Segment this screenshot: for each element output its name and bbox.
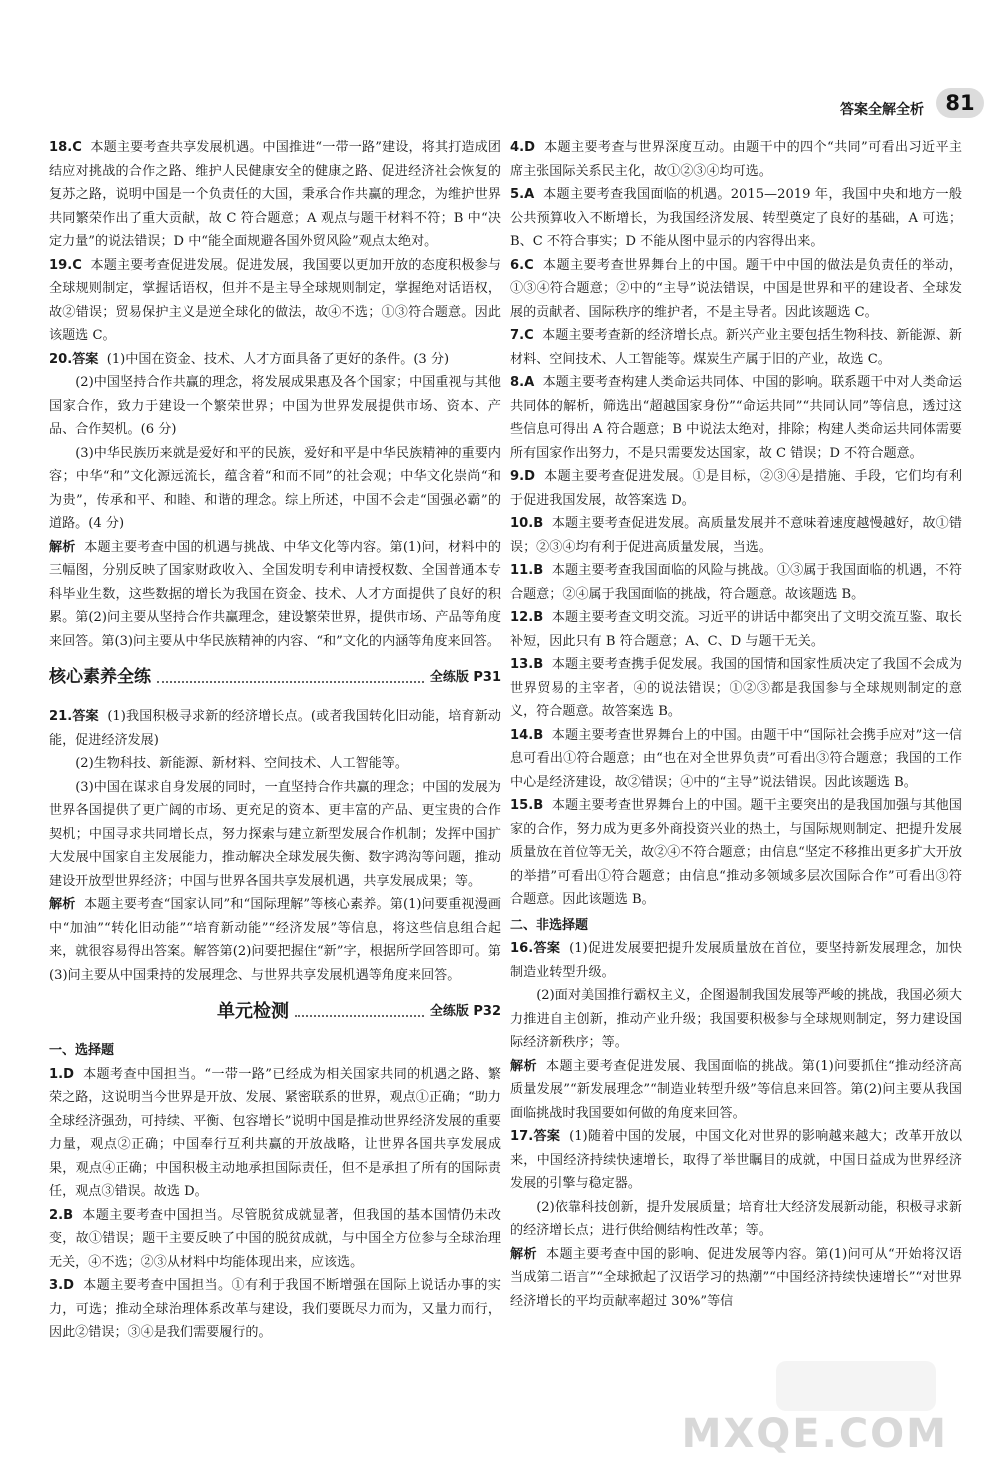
analysis-17	[510, 1243, 962, 1314]
answer-text: 本题主要考查文明交流。习近平的讲话中都突出了文明交流互鉴、取长补短，因此只有 B 符合题意；A、C、D 与题干无关。	[510, 610, 963, 649]
analysis-text: 本题主要考查“国家认同”和“国际理解”等核心素养。第(1)问要重视漫画中“加油”“转化旧动能”“培育新动能”“经济发展”等信息，将这些信息组合起来，就很容易得出答案。解答第(2)问要把握住“新”字，根据所学回答即可。第(3)问主要从中国秉持的发展理念、与世界共享发展机遇等角度来回答。	[49, 897, 502, 983]
section-title: 单元检测	[217, 1001, 289, 1023]
answer-7	[510, 324, 962, 371]
part-heading-choice: 一、选择题	[49, 1043, 115, 1058]
answer-text: 本题主要考查构建人类命运共同体、中国的影响。联系题干中对人类命运共同体的解析，筛选出“超越国家身份”“命运共同”“共同认同”等信息，透过这些信息可得出 A 符合题意；B 中说法太绝对，排除；构建人类命运共同体需要所有国家作出努力，不是只需要发达国家，故 C 错误；D 不符合题意。	[510, 375, 963, 461]
section-version: 全练版 P31	[429, 670, 501, 686]
answer-part: (2)依靠科技创新，提升发展质量；培育壮大经济发展新动能，积极寻求新的经济增长点；进行供给侧结构性改革；等。	[510, 1199, 962, 1238]
analysis-label: 解析	[510, 1246, 537, 1262]
answer-part: (1)促进发展要把提升发展质量放在首位，要坚持新发展理念，加快制造业转型升级。	[510, 941, 963, 980]
answer-number: 6.C	[510, 257, 534, 273]
answer-4	[510, 136, 962, 183]
section-heading-unit-test	[49, 995, 501, 1029]
analysis-16	[510, 1055, 962, 1126]
answer-number: 11.B	[510, 563, 544, 578]
answer-text: 本题主要考查促进发展。促进发展，我国要以更加开放的态度积极参与全球规则制定，掌握话语权，但并不是主导全球规则制定，掌握绝对话语权，故②错误；贸易保护主义是逆全球化的做法，故④不选；①③符合题意。因此该题选 C。	[49, 257, 502, 343]
part-heading-nonchoice: 二、非选择题	[510, 917, 589, 933]
answer-text: 本题主要考查共享发展机遇。中国推进“一带一路”建设，将其打造成团结应对挑战的合作之路、维护人民健康安全的健康之路、促进经济社会恢复的复苏之路，说明中国是一个负责任的大国，秉承合作共赢的理念，为维护世界共同繁荣作出了重大贡献，故 C 符合题意；A 观点与题干材料不符；B 中“决定力量”的说法错误；D 中“能全面规避各国外贸风险”观点太绝对。	[49, 140, 501, 249]
answer-17	[510, 1125, 962, 1196]
analysis-20	[49, 536, 501, 654]
answer-3	[49, 1274, 501, 1345]
answer-text: 本题主要考查我国面临的风险与挑战。①③属于我国面临的机遇，不符合题意；②④属于我国面临的挑战，符合题意。故该题选 B。	[510, 563, 963, 602]
answer-text: 本题主要考查中国担当。①有利于我国不断增强在国际上说话办事的实力，可选；推动全球治理体系改革与建设，我们要既尽力而为，又量力而行，因此②错误；③④是我们需要履行的。	[49, 1278, 501, 1340]
left-column	[49, 136, 501, 1345]
answer-19	[49, 254, 501, 348]
answer-number: 10.B	[510, 516, 544, 531]
dotted-leader	[157, 673, 424, 683]
answer-21	[49, 705, 501, 752]
answer-number: 17.答案	[510, 1129, 561, 1144]
analysis-label: 解析	[510, 1058, 537, 1074]
answer-9	[510, 465, 962, 512]
analysis-label: 解析	[49, 539, 76, 555]
answer-2	[49, 1204, 501, 1275]
watermark-text: MXQE.COM	[681, 1411, 948, 1457]
answer-text: 本题主要考查新的经济增长点。新兴产业主要包括生物科技、新能源、新材料、空间技术、人工智能等。煤炭生产属于旧的产业，故选 C。	[510, 328, 963, 367]
answer-20	[49, 348, 501, 372]
header-title: 答案全解全析	[840, 102, 924, 118]
answer-text: 本题主要考查我国面临的机遇。2015—2019 年，我国中央和地方一般公共预算收入不断增长，为我国经济发展、转型奠定了良好的基础，A 可选；B、C 不符合事实；D 不能从图中显示的内容得出来。	[510, 187, 962, 249]
answer-1	[49, 1063, 501, 1204]
answer-13	[510, 653, 962, 724]
answer-number: 8.A	[510, 375, 535, 390]
watermark-logo	[776, 1361, 936, 1411]
answer-part: (1)随着中国的发展，中国文化对世界的影响越来越大；改革开放以来，中国经济持续快速增长，取得了举世瞩目的成就，中国日益成为世界经济发展的引擎与稳定器。	[510, 1129, 963, 1191]
answer-number: 4.D	[510, 140, 535, 155]
page-number-badge: 81	[936, 88, 984, 118]
analysis-label: 解析	[49, 897, 76, 912]
answer-number: 15.B	[510, 798, 544, 813]
answer-part: (2)中国坚持合作共赢的理念，将发展成果惠及各个国家；中国重视与其他国家合作，致力于建设一个繁荣世界；中国为世界发展提供市场、资本、产品、合作契机。(6 分)	[49, 375, 501, 437]
answer-part: (2)生物科技、新能源、新材料、空间技术、人工智能等。	[75, 756, 408, 771]
answer-6	[510, 254, 962, 325]
answer-number: 21.答案	[49, 709, 99, 724]
page-header	[0, 0, 1000, 118]
answer-16	[510, 937, 962, 984]
analysis-text: 本题主要考查中国的影响、促进发展等内容。第(1)问可从“开始将汉语当成第二语言”“全球掀起了汉语学习的热潮”“中国经济持续快速增长”“对世界经济增长的平均贡献率超过 30%”等信	[510, 1246, 963, 1309]
answer-number: 3.D	[49, 1278, 74, 1293]
answer-number: 20.答案	[49, 351, 99, 367]
answer-number: 5.A	[510, 187, 535, 202]
section-heading-core	[49, 661, 501, 695]
answer-number: 2.B	[49, 1207, 74, 1223]
answer-part: (1)我国积极寻求新的经济增长点。(或者我国转化旧动能，培育新动能，促进经济发展)	[49, 709, 502, 748]
answer-text: 本题主要考查与世界深度互动。由题干中的四个“共同”可看出习近平主席主张国际关系民主化，故①②③④均可选。	[510, 140, 963, 179]
answer-number: 18.C	[49, 140, 82, 155]
dotted-leader	[295, 1007, 424, 1017]
answer-text: 本题主要考查携手促发展。我国的国情和国家性质决定了我国不会成为世界贸易的主宰者，④的说法错误；①②③都是我国参与全球规则制定的意义，符合题意。故答案选 B。	[510, 657, 963, 719]
analysis-text: 本题主要考查中国的机遇与挑战、中华文化等内容。第(1)问，材料中的三幅图，分别反映了国家财政收入、全国发明专利申请授权数、全国普通本专科毕业生数，这些数据的增长为我国在资金、技术、人才方面提供了良好的积累。第(2)问主要从坚持合作共赢理念，建设繁荣世界，提供市场、产品等角度来回答。第(3)问主要从中华民族精神的内容、“和”文化的内涵等角度来回答。	[49, 539, 502, 649]
answer-part: (3)中华民族历来就是爱好和平的民族，爱好和平是中华民族精神的重要内容；中华“和”文化源远流长，蕴含着“和而不同”的社会观；中华文化崇尚“和为贵”，传承和平、和睦、和谐的理念。综上所述，中国不会走“国强必霸”的道路。(4 分)	[49, 445, 501, 531]
answer-15	[510, 794, 962, 912]
answer-number: 9.D	[510, 469, 535, 484]
answer-10	[510, 512, 962, 559]
answer-number: 1.D	[49, 1066, 74, 1082]
answer-number: 14.B	[510, 727, 544, 743]
answer-part: (3)中国在谋求自身发展的同时，一直坚持合作共赢的理念；中国的发展为世界各国提供了更广阔的市场、更充足的资本、更丰富的产品、更宝贵的合作契机；中国寻求共同增长点，努力探索与建立新型发展合作机制；发挥中国扩大发展中国家自主发展能力，推动解决全球发展失衡、数字鸿沟等问题，推动建设开放型世界经济；中国与世界各国共享发展机遇，共享发展成果；等。	[49, 779, 501, 889]
answer-number: 19.C	[49, 257, 82, 273]
analysis-21	[49, 893, 501, 987]
answer-part: (2)面对美国推行霸权主义，企图遏制我国发展等严峻的挑战，我国必须大力推进自主创新，推动产业升级；我国要积极参与全球规则制定，努力建设国际经济新秩序；等。	[510, 988, 962, 1050]
answer-5	[510, 183, 962, 254]
right-column	[510, 136, 962, 1313]
answer-18	[49, 136, 501, 254]
section-title: 核心素养全练	[49, 667, 151, 688]
answer-14	[510, 724, 962, 795]
answer-part: (1)中国在资金、技术、人才方面具备了更好的条件。(3 分)	[106, 351, 450, 367]
answer-text: 本题主要考查中国担当。尽管脱贫成就显著，但我国的基本国情仍未改变，故①错误；题干主要反映了中国的脱贫成就，与中国全方位参与全球治理无关，④不选；②③从材料中均能体现出来，应该选。	[49, 1207, 502, 1270]
section-version: 全练版 P32	[429, 1004, 501, 1020]
answer-number: 16.答案	[510, 941, 561, 956]
answer-text: 本题考查中国担当。“一带一路”已经成为相关国家共同的机遇之路、繁荣之路，这说明当今世界是开放、发展、紧密联系的世界，观点①正确；“助力全球经济强劲，可持续、平衡、包容增长”说明中国是推动世界经济发展的重要力量，观点②正确；中国奉行互利共赢的开放战略，让世界各国共享发展成果，观点④正确；中国积极主动地承担国际责任，但不是承担了所有的国际责任，观点③错误。故选 D。	[49, 1066, 502, 1199]
answer-number: 7.C	[510, 328, 534, 343]
answer-text: 本题主要考查世界舞台上的中国。由题干中“国际社会携手应对”这一信息可看出①符合题意；由“也在对全世界负责”可看出③符合题意；我国的工作中心是经济建设，故②错误；④中的“主导”说法错误。因此该题选 B。	[510, 727, 963, 790]
answer-number: 12.B	[510, 610, 544, 625]
answer-text: 本题主要考查世界舞台上的中国。题干中中国的做法是负责任的举动，①③④符合题意；②中的“主导”说法错误，中国是世界和平的建设者、全球发展的贡献者、国际秩序的维护者，不是主导者。因此该题选 C。	[510, 257, 963, 320]
answer-text: 本题主要考查世界舞台上的中国。题干主要突出的是我国加强与其他国家的合作，努力成为更多外商投资兴业的热土，与国际规则制定、把提升发展质量放在首位等无关，故②④不符合题意；由信息“坚定不移推出更多扩大开放的举措”可看出①符合题意；由信息“推动多领域多层次国际合作”可看出③符合题意。因此该题选 B。	[510, 798, 963, 907]
answer-8	[510, 371, 962, 465]
answer-number: 13.B	[510, 657, 544, 672]
answer-11	[510, 559, 962, 606]
answer-text: 本题主要考查促进发展。高质量发展并不意味着速度越慢越好，故①错误；②③④均有利于促进高质量发展，当选。	[510, 516, 963, 555]
analysis-text: 本题主要考查促进发展、我国面临的挑战。第(1)问要抓住“推动经济高质量发展”“新发展理念”“制造业转型升级”等信息来回答。第(2)问主要从我国面临挑战时我国要如何做的角度来回答。	[510, 1058, 963, 1121]
answer-text: 本题主要考查促进发展。①是目标，②③④是措施、手段，它们均有利于促进我国发展，故答案选 D。	[510, 469, 962, 508]
answer-12	[510, 606, 962, 653]
